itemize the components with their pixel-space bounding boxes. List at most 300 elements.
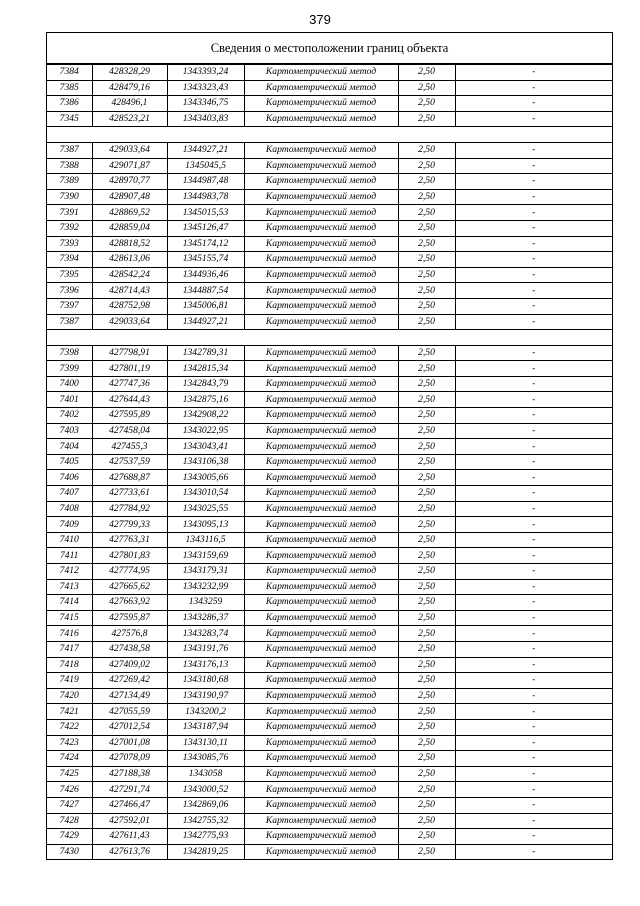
accuracy-cell: 2,50 [398,470,455,486]
block-separator-row [47,330,612,346]
table-row [47,844,612,860]
method-cell: Картометрический метод [244,314,398,330]
description-cell: - [455,704,612,720]
point-number-cell: 7428 [47,813,92,829]
y-coordinate-cell: 1343346,75 [167,96,244,112]
accuracy-cell: 2,50 [398,797,455,813]
point-number-cell: 7401 [47,392,92,408]
y-coordinate-cell: 1342789,31 [167,345,244,361]
y-coordinate-cell: 1343043,41 [167,439,244,455]
method-cell: Картометрический метод [244,408,398,424]
table-row [47,657,612,673]
x-coordinate-cell: 427012,54 [92,719,167,735]
method-cell: Картометрический метод [244,532,398,548]
x-coordinate-cell: 427078,09 [92,751,167,767]
accuracy-cell: 2,50 [398,782,455,798]
point-number-cell: 7399 [47,361,92,377]
method-cell: Картометрический метод [244,111,398,127]
accuracy-cell: 2,50 [398,704,455,720]
point-number-cell: 7423 [47,735,92,751]
y-coordinate-cell: 1342869,06 [167,797,244,813]
description-cell: - [455,751,612,767]
description-cell: - [455,314,612,330]
accuracy-cell: 2,50 [398,189,455,205]
x-coordinate-cell: 428328,29 [92,65,167,81]
accuracy-cell: 2,50 [398,719,455,735]
y-coordinate-cell: 1343259 [167,595,244,611]
accuracy-cell: 2,50 [398,80,455,96]
point-number-cell: 7345 [47,111,92,127]
y-coordinate-cell: 1344987,48 [167,174,244,190]
description-cell: - [455,470,612,486]
method-cell: Картометрический метод [244,782,398,798]
x-coordinate-cell: 428613,06 [92,252,167,268]
x-coordinate-cell: 427134,49 [92,688,167,704]
point-number-cell: 7395 [47,267,92,283]
method-cell: Картометрический метод [244,454,398,470]
y-coordinate-cell: 1343022,95 [167,423,244,439]
method-cell: Картометрический метод [244,797,398,813]
description-cell: - [455,96,612,112]
x-coordinate-cell: 427774,95 [92,564,167,580]
method-cell: Картометрический метод [244,735,398,751]
x-coordinate-cell: 428859,04 [92,220,167,236]
table-row [47,80,612,96]
y-coordinate-cell: 1343130,11 [167,735,244,751]
y-coordinate-cell: 1343005,66 [167,470,244,486]
x-coordinate-cell: 428479,16 [92,80,167,96]
x-coordinate-cell: 428523,21 [92,111,167,127]
table-row [47,65,612,81]
block-separator-row [47,127,612,143]
point-number-cell: 7385 [47,80,92,96]
method-cell: Картометрический метод [244,158,398,174]
accuracy-cell: 2,50 [398,844,455,860]
accuracy-cell: 2,50 [398,486,455,502]
description-cell: - [455,345,612,361]
point-number-cell: 7387 [47,142,92,158]
point-number-cell: 7416 [47,626,92,642]
table-row [47,704,612,720]
accuracy-cell: 2,50 [398,595,455,611]
y-coordinate-cell: 1343232,99 [167,579,244,595]
table-row [47,361,612,377]
point-number-cell: 7397 [47,298,92,314]
accuracy-cell: 2,50 [398,158,455,174]
y-coordinate-cell: 1343187,94 [167,719,244,735]
accuracy-cell: 2,50 [398,314,455,330]
description-cell: - [455,439,612,455]
method-cell: Картометрический метод [244,564,398,580]
method-cell: Картометрический метод [244,283,398,299]
point-number-cell: 7404 [47,439,92,455]
table-row [47,392,612,408]
x-coordinate-cell: 427466,47 [92,797,167,813]
table-row [47,735,612,751]
method-cell: Картометрический метод [244,766,398,782]
accuracy-cell: 2,50 [398,610,455,626]
method-cell: Картометрический метод [244,486,398,502]
description-cell: - [455,174,612,190]
y-coordinate-cell: 1345045,5 [167,158,244,174]
method-cell: Картометрический метод [244,501,398,517]
x-coordinate-cell: 427688,87 [92,470,167,486]
description-cell: - [455,205,612,221]
point-number-cell: 7398 [47,345,92,361]
method-cell: Картометрический метод [244,96,398,112]
y-coordinate-cell: 1343403,83 [167,111,244,127]
x-coordinate-cell: 428714,43 [92,283,167,299]
x-coordinate-cell: 427733,61 [92,486,167,502]
description-cell: - [455,532,612,548]
description-cell: - [455,267,612,283]
table-row [47,174,612,190]
point-number-cell: 7392 [47,220,92,236]
method-cell: Картометрический метод [244,80,398,96]
point-number-cell: 7407 [47,486,92,502]
method-cell: Картометрический метод [244,65,398,81]
y-coordinate-cell: 1345155,74 [167,252,244,268]
method-cell: Картометрический метод [244,189,398,205]
x-coordinate-cell: 427458,04 [92,423,167,439]
accuracy-cell: 2,50 [398,408,455,424]
method-cell: Картометрический метод [244,439,398,455]
x-coordinate-cell: 427644,43 [92,392,167,408]
x-coordinate-cell: 427455,3 [92,439,167,455]
description-cell: - [455,236,612,252]
method-cell: Картометрический метод [244,298,398,314]
description-cell: - [455,735,612,751]
accuracy-cell: 2,50 [398,174,455,190]
table-row [47,626,612,642]
point-number-cell: 7411 [47,548,92,564]
description-cell: - [455,111,612,127]
accuracy-cell: 2,50 [398,439,455,455]
method-cell: Картометрический метод [244,641,398,657]
table-row [47,610,612,626]
y-coordinate-cell: 1344927,21 [167,314,244,330]
accuracy-cell: 2,50 [398,751,455,767]
point-number-cell: 7418 [47,657,92,673]
x-coordinate-cell: 427055,59 [92,704,167,720]
x-coordinate-cell: 427595,87 [92,610,167,626]
point-number-cell: 7390 [47,189,92,205]
description-cell: - [455,673,612,689]
x-coordinate-cell: 428907,48 [92,189,167,205]
description-cell: - [455,252,612,268]
description-cell: - [455,454,612,470]
accuracy-cell: 2,50 [398,376,455,392]
y-coordinate-cell: 1343095,13 [167,517,244,533]
accuracy-cell: 2,50 [398,361,455,377]
x-coordinate-cell: 427576,8 [92,626,167,642]
method-cell: Картометрический метод [244,423,398,439]
table-row [47,189,612,205]
x-coordinate-cell: 427747,36 [92,376,167,392]
description-cell: - [455,158,612,174]
point-number-cell: 7412 [47,564,92,580]
x-coordinate-cell: 427269,42 [92,673,167,689]
x-coordinate-cell: 427799,33 [92,517,167,533]
point-number-cell: 7402 [47,408,92,424]
table-row [47,829,612,845]
method-cell: Картометрический метод [244,361,398,377]
description-cell: - [455,80,612,96]
accuracy-cell: 2,50 [398,252,455,268]
x-coordinate-cell: 429033,64 [92,142,167,158]
y-coordinate-cell: 1344927,21 [167,142,244,158]
point-number-cell: 7422 [47,719,92,735]
description-cell: - [455,719,612,735]
x-coordinate-cell: 427763,31 [92,532,167,548]
accuracy-cell: 2,50 [398,626,455,642]
x-coordinate-cell: 427291,74 [92,782,167,798]
y-coordinate-cell: 1345174,12 [167,236,244,252]
table-row [47,719,612,735]
y-coordinate-cell: 1343200,2 [167,704,244,720]
y-coordinate-cell: 1343000,52 [167,782,244,798]
table-row [47,439,612,455]
table-row [47,205,612,221]
x-coordinate-cell: 427438,58 [92,641,167,657]
description-cell: - [455,423,612,439]
accuracy-cell: 2,50 [398,548,455,564]
table-row [47,564,612,580]
point-number-cell: 7414 [47,595,92,611]
method-cell: Картометрический метод [244,626,398,642]
accuracy-cell: 2,50 [398,345,455,361]
x-coordinate-cell: 427801,19 [92,361,167,377]
point-number-cell: 7384 [47,65,92,81]
y-coordinate-cell: 1343179,31 [167,564,244,580]
point-number-cell: 7388 [47,158,92,174]
description-cell: - [455,298,612,314]
table-title: Сведения о местоположении границ объекта [47,32,612,64]
x-coordinate-cell: 427537,59 [92,454,167,470]
method-cell: Картометрический метод [244,844,398,860]
method-cell: Картометрический метод [244,548,398,564]
description-cell: - [455,657,612,673]
method-cell: Картометрический метод [244,345,398,361]
point-number-cell: 7400 [47,376,92,392]
description-cell: - [455,579,612,595]
point-number-cell: 7393 [47,236,92,252]
point-number-cell: 7387 [47,314,92,330]
y-coordinate-cell: 1342815,34 [167,361,244,377]
x-coordinate-cell: 427188,38 [92,766,167,782]
table-row [47,96,612,112]
method-cell: Картометрический метод [244,392,398,408]
method-cell: Картометрический метод [244,470,398,486]
method-cell: Картометрический метод [244,657,398,673]
x-coordinate-cell: 428496,1 [92,96,167,112]
y-coordinate-cell: 1342755,32 [167,813,244,829]
description-cell: - [455,610,612,626]
description-cell: - [455,189,612,205]
accuracy-cell: 2,50 [398,142,455,158]
y-coordinate-cell: 1342819,25 [167,844,244,860]
point-number-cell: 7424 [47,751,92,767]
y-coordinate-cell: 1343180,68 [167,673,244,689]
x-coordinate-cell: 427798,91 [92,345,167,361]
page-number: 379 [309,12,331,27]
x-coordinate-cell: 427801,83 [92,548,167,564]
x-coordinate-cell: 428752,98 [92,298,167,314]
accuracy-cell: 2,50 [398,673,455,689]
y-coordinate-cell: 1343025,55 [167,501,244,517]
description-cell: - [455,844,612,860]
x-coordinate-cell: 427663,92 [92,595,167,611]
method-cell: Картометрический метод [244,595,398,611]
y-coordinate-cell: 1343106,38 [167,454,244,470]
table-row [47,252,612,268]
description-cell: - [455,641,612,657]
table-row [47,782,612,798]
description-cell: - [455,626,612,642]
accuracy-cell: 2,50 [398,532,455,548]
table-row [47,532,612,548]
method-cell: Картометрический метод [244,236,398,252]
x-coordinate-cell: 428542,24 [92,267,167,283]
table-row [47,220,612,236]
y-coordinate-cell: 1343159,69 [167,548,244,564]
y-coordinate-cell: 1343393,24 [167,65,244,81]
x-coordinate-cell: 427001,08 [92,735,167,751]
table-row [47,423,612,439]
description-cell: - [455,376,612,392]
description-cell: - [455,548,612,564]
accuracy-cell: 2,50 [398,735,455,751]
table-row [47,579,612,595]
description-cell: - [455,392,612,408]
accuracy-cell: 2,50 [398,517,455,533]
method-cell: Картометрический метод [244,376,398,392]
table-row [47,345,612,361]
point-number-cell: 7419 [47,673,92,689]
description-cell: - [455,501,612,517]
table-row [47,688,612,704]
point-number-cell: 7417 [47,641,92,657]
accuracy-cell: 2,50 [398,111,455,127]
accuracy-cell: 2,50 [398,392,455,408]
y-coordinate-cell: 1343058 [167,766,244,782]
y-coordinate-cell: 1345006,81 [167,298,244,314]
y-coordinate-cell: 1345015,53 [167,205,244,221]
y-coordinate-cell: 1343176,13 [167,657,244,673]
table-row [47,486,612,502]
table-row [47,641,612,657]
description-cell: - [455,408,612,424]
accuracy-cell: 2,50 [398,283,455,299]
description-cell: - [455,65,612,81]
description-cell: - [455,829,612,845]
accuracy-cell: 2,50 [398,205,455,221]
accuracy-cell: 2,50 [398,423,455,439]
boundary-table-sheet [46,32,613,860]
y-coordinate-cell: 1345126,47 [167,220,244,236]
description-cell: - [455,688,612,704]
accuracy-cell: 2,50 [398,579,455,595]
table-row [47,158,612,174]
point-number-cell: 7429 [47,829,92,845]
description-cell: - [455,486,612,502]
point-number-cell: 7430 [47,844,92,860]
accuracy-cell: 2,50 [398,65,455,81]
y-coordinate-cell: 1343085,76 [167,751,244,767]
table-row [47,298,612,314]
description-cell: - [455,595,612,611]
accuracy-cell: 2,50 [398,454,455,470]
method-cell: Картометрический метод [244,579,398,595]
table-row [47,813,612,829]
accuracy-cell: 2,50 [398,641,455,657]
method-cell: Картометрический метод [244,205,398,221]
table-row [47,673,612,689]
table-row [47,454,612,470]
x-coordinate-cell: 429033,64 [92,314,167,330]
accuracy-cell: 2,50 [398,298,455,314]
description-cell: - [455,782,612,798]
table-row [47,797,612,813]
y-coordinate-cell: 1343190,97 [167,688,244,704]
description-cell: - [455,142,612,158]
point-number-cell: 7415 [47,610,92,626]
point-number-cell: 7389 [47,174,92,190]
x-coordinate-cell: 428970,77 [92,174,167,190]
table-row [47,751,612,767]
y-coordinate-cell: 1342908,22 [167,408,244,424]
y-coordinate-cell: 1344983,78 [167,189,244,205]
y-coordinate-cell: 1343191,76 [167,641,244,657]
point-number-cell: 7409 [47,517,92,533]
x-coordinate-cell: 429071,87 [92,158,167,174]
description-cell: - [455,813,612,829]
method-cell: Картометрический метод [244,220,398,236]
accuracy-cell: 2,50 [398,96,455,112]
table-row [47,236,612,252]
point-number-cell: 7406 [47,470,92,486]
separator-cell [47,127,612,143]
method-cell: Картометрический метод [244,829,398,845]
accuracy-cell: 2,50 [398,236,455,252]
point-number-cell: 7425 [47,766,92,782]
point-number-cell: 7426 [47,782,92,798]
y-coordinate-cell: 1343116,5 [167,532,244,548]
description-cell: - [455,564,612,580]
table-row [47,408,612,424]
table-row [47,111,612,127]
y-coordinate-cell: 1344936,46 [167,267,244,283]
x-coordinate-cell: 427613,76 [92,844,167,860]
x-coordinate-cell: 427784,92 [92,501,167,517]
point-number-cell: 7421 [47,704,92,720]
point-number-cell: 7386 [47,96,92,112]
point-number-cell: 7408 [47,501,92,517]
table-row [47,595,612,611]
method-cell: Картометрический метод [244,704,398,720]
y-coordinate-cell: 1343286,37 [167,610,244,626]
point-number-cell: 7420 [47,688,92,704]
table-row [47,376,612,392]
method-cell: Картометрический метод [244,719,398,735]
point-number-cell: 7427 [47,797,92,813]
method-cell: Картометрический метод [244,673,398,689]
accuracy-cell: 2,50 [398,657,455,673]
table-row [47,314,612,330]
method-cell: Картометрический метод [244,813,398,829]
description-cell: - [455,517,612,533]
accuracy-cell: 2,50 [398,267,455,283]
